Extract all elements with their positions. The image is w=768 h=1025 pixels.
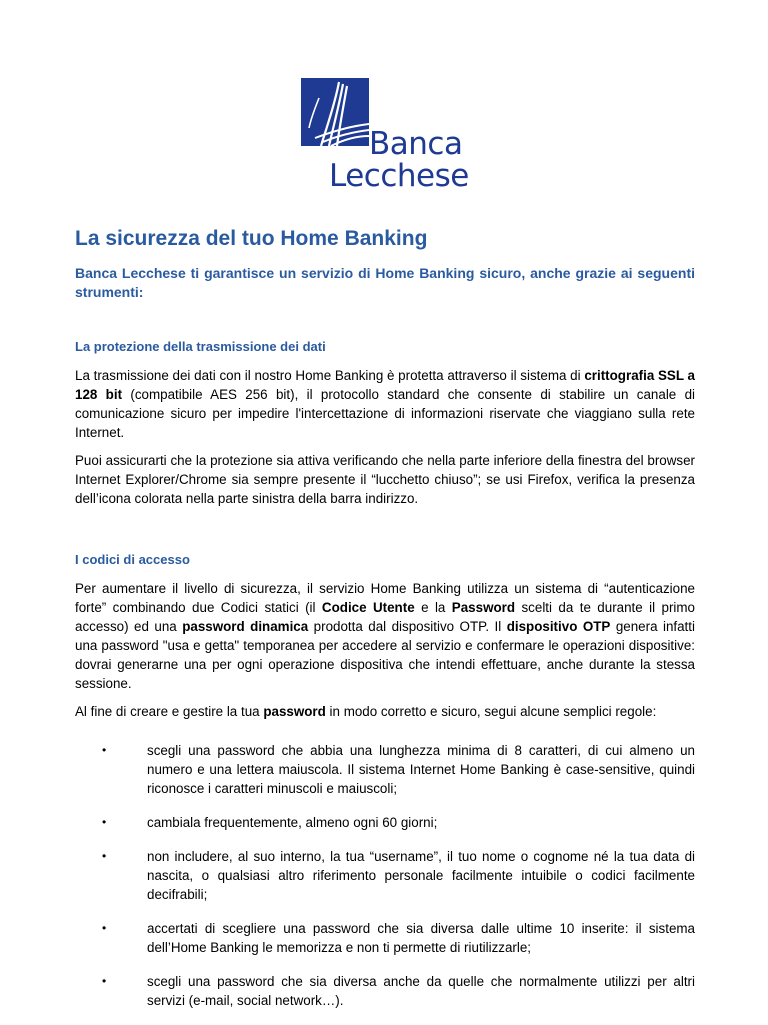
list-item [75,741,695,798]
paragraph-lock-check: Puoi assicurarti che la protezione sia attiva verificando che nella parte inferiore della finestra del browser Internet Explorer/Chrome sia sempre presente il “lucchetto chiuso”; se usi Firefox, verifica la presenza dell’icona colorata nella parte sinistra della barra indirizzo. [75,453,695,506]
text-bold-password: Password [451,600,516,615]
list-item [75,847,695,904]
list-item [75,919,695,957]
bullet-icon: • [102,849,107,863]
list-item [75,972,695,1010]
paragraph-password-rules-intro [75,702,695,721]
list-item [75,813,695,832]
rule-text: non includere, al suo interno, la tua “username”, il tuo nome o cognome né la tua data di nascita, o qualsiasi altro riferimento personale facilmente intuibile o codici facilmente decifrabili; [147,849,695,902]
logo-wordmark [329,128,469,192]
text-run: genera infatti una password "usa e getta" temporanea per accedere al servizio e confermare le operazioni dispositive: dovrai generarne una per ogni operazione dispositiva che intendi effettuare, anche durante la stessa sessione. [75,619,695,691]
rule-text: accertati di scegliere una password che sia diversa dalle ultime 10 inserite: il sistema dell’Home Banking le memorizza e non ti permette di riutilizzarle; [147,921,695,955]
page-title: La sicurezza del tuo Home Banking [75,227,428,250]
bullet-icon: • [102,815,107,829]
text-bold-password: password [263,704,326,719]
lead-paragraph: Banca Lecchese ti garantisce un servizio di Home Banking sicuro, anche grazie ai seguenti strumenti: [75,265,695,300]
rule-text: cambiala frequentemente, almeno ogni 60 giorni; [147,815,438,830]
text-run: prodotta dal dispositivo OTP. Il [308,619,507,634]
section-heading-data-protection: La protezione della trasmissione dei dati [75,339,326,354]
text-run: scelti da te durante il primo accesso) ed una [75,600,695,634]
text-run: (compatibile AES 256 bit), il protocollo standard che consente di stabilire un canale di comunicazione sicuro per impedire l'intercettazione di informazioni riservate che viaggiano sulla rete Internet. [75,387,695,440]
text-run: Per aumentare il livello di sicurezza, il servizio Home Banking utilizza un sistema di “autenticazione forte” combinando due Codici statici (il [75,581,695,615]
password-rules-list [75,741,695,1010]
text-bold-dynamic-password: password dinamica [182,619,309,634]
bullet-icon: • [102,974,107,988]
text-bold-user-code: Codice Utente [321,600,415,615]
bullet-icon: • [102,921,107,935]
banca-lecchese-logo [301,78,471,194]
text-bold-ssl: crittografia SSL a 128 bit [75,368,695,402]
rule-text: scegli una password che abbia una lunghezza minima di 8 caratteri, di cui almeno un numero e una lettera maiuscola. Il sistema Internet Home Banking è case-sensitive, quindi riconosce i caratteri minuscoli e maiuscoli; [147,743,695,796]
text-run: e la [414,600,452,615]
text-run: Al fine di creare e gestire la tua [75,704,264,719]
section-heading-access-codes: I codici di accesso [75,552,190,567]
bullet-icon: • [102,743,107,757]
rule-text: scegli una password che sia diversa anche da quelle che normalmente utilizzi per altri servizi (e-mail, social network…). [147,974,695,1008]
document-body [75,226,695,1025]
text-bold-otp-device: dispositivo OTP [506,619,611,634]
paragraph-encryption [75,366,695,442]
logo-line-lecchese: Lecchese [329,158,469,194]
text-run: La trasmissione dei dati con il nostro Home Banking è protetta attraverso il sistema di [75,368,585,383]
text-run: in modo corretto e sicuro, segui alcune semplici regole: [325,704,657,719]
paragraph-strong-auth [75,579,695,693]
logo-line-banca: Banca [369,126,463,162]
